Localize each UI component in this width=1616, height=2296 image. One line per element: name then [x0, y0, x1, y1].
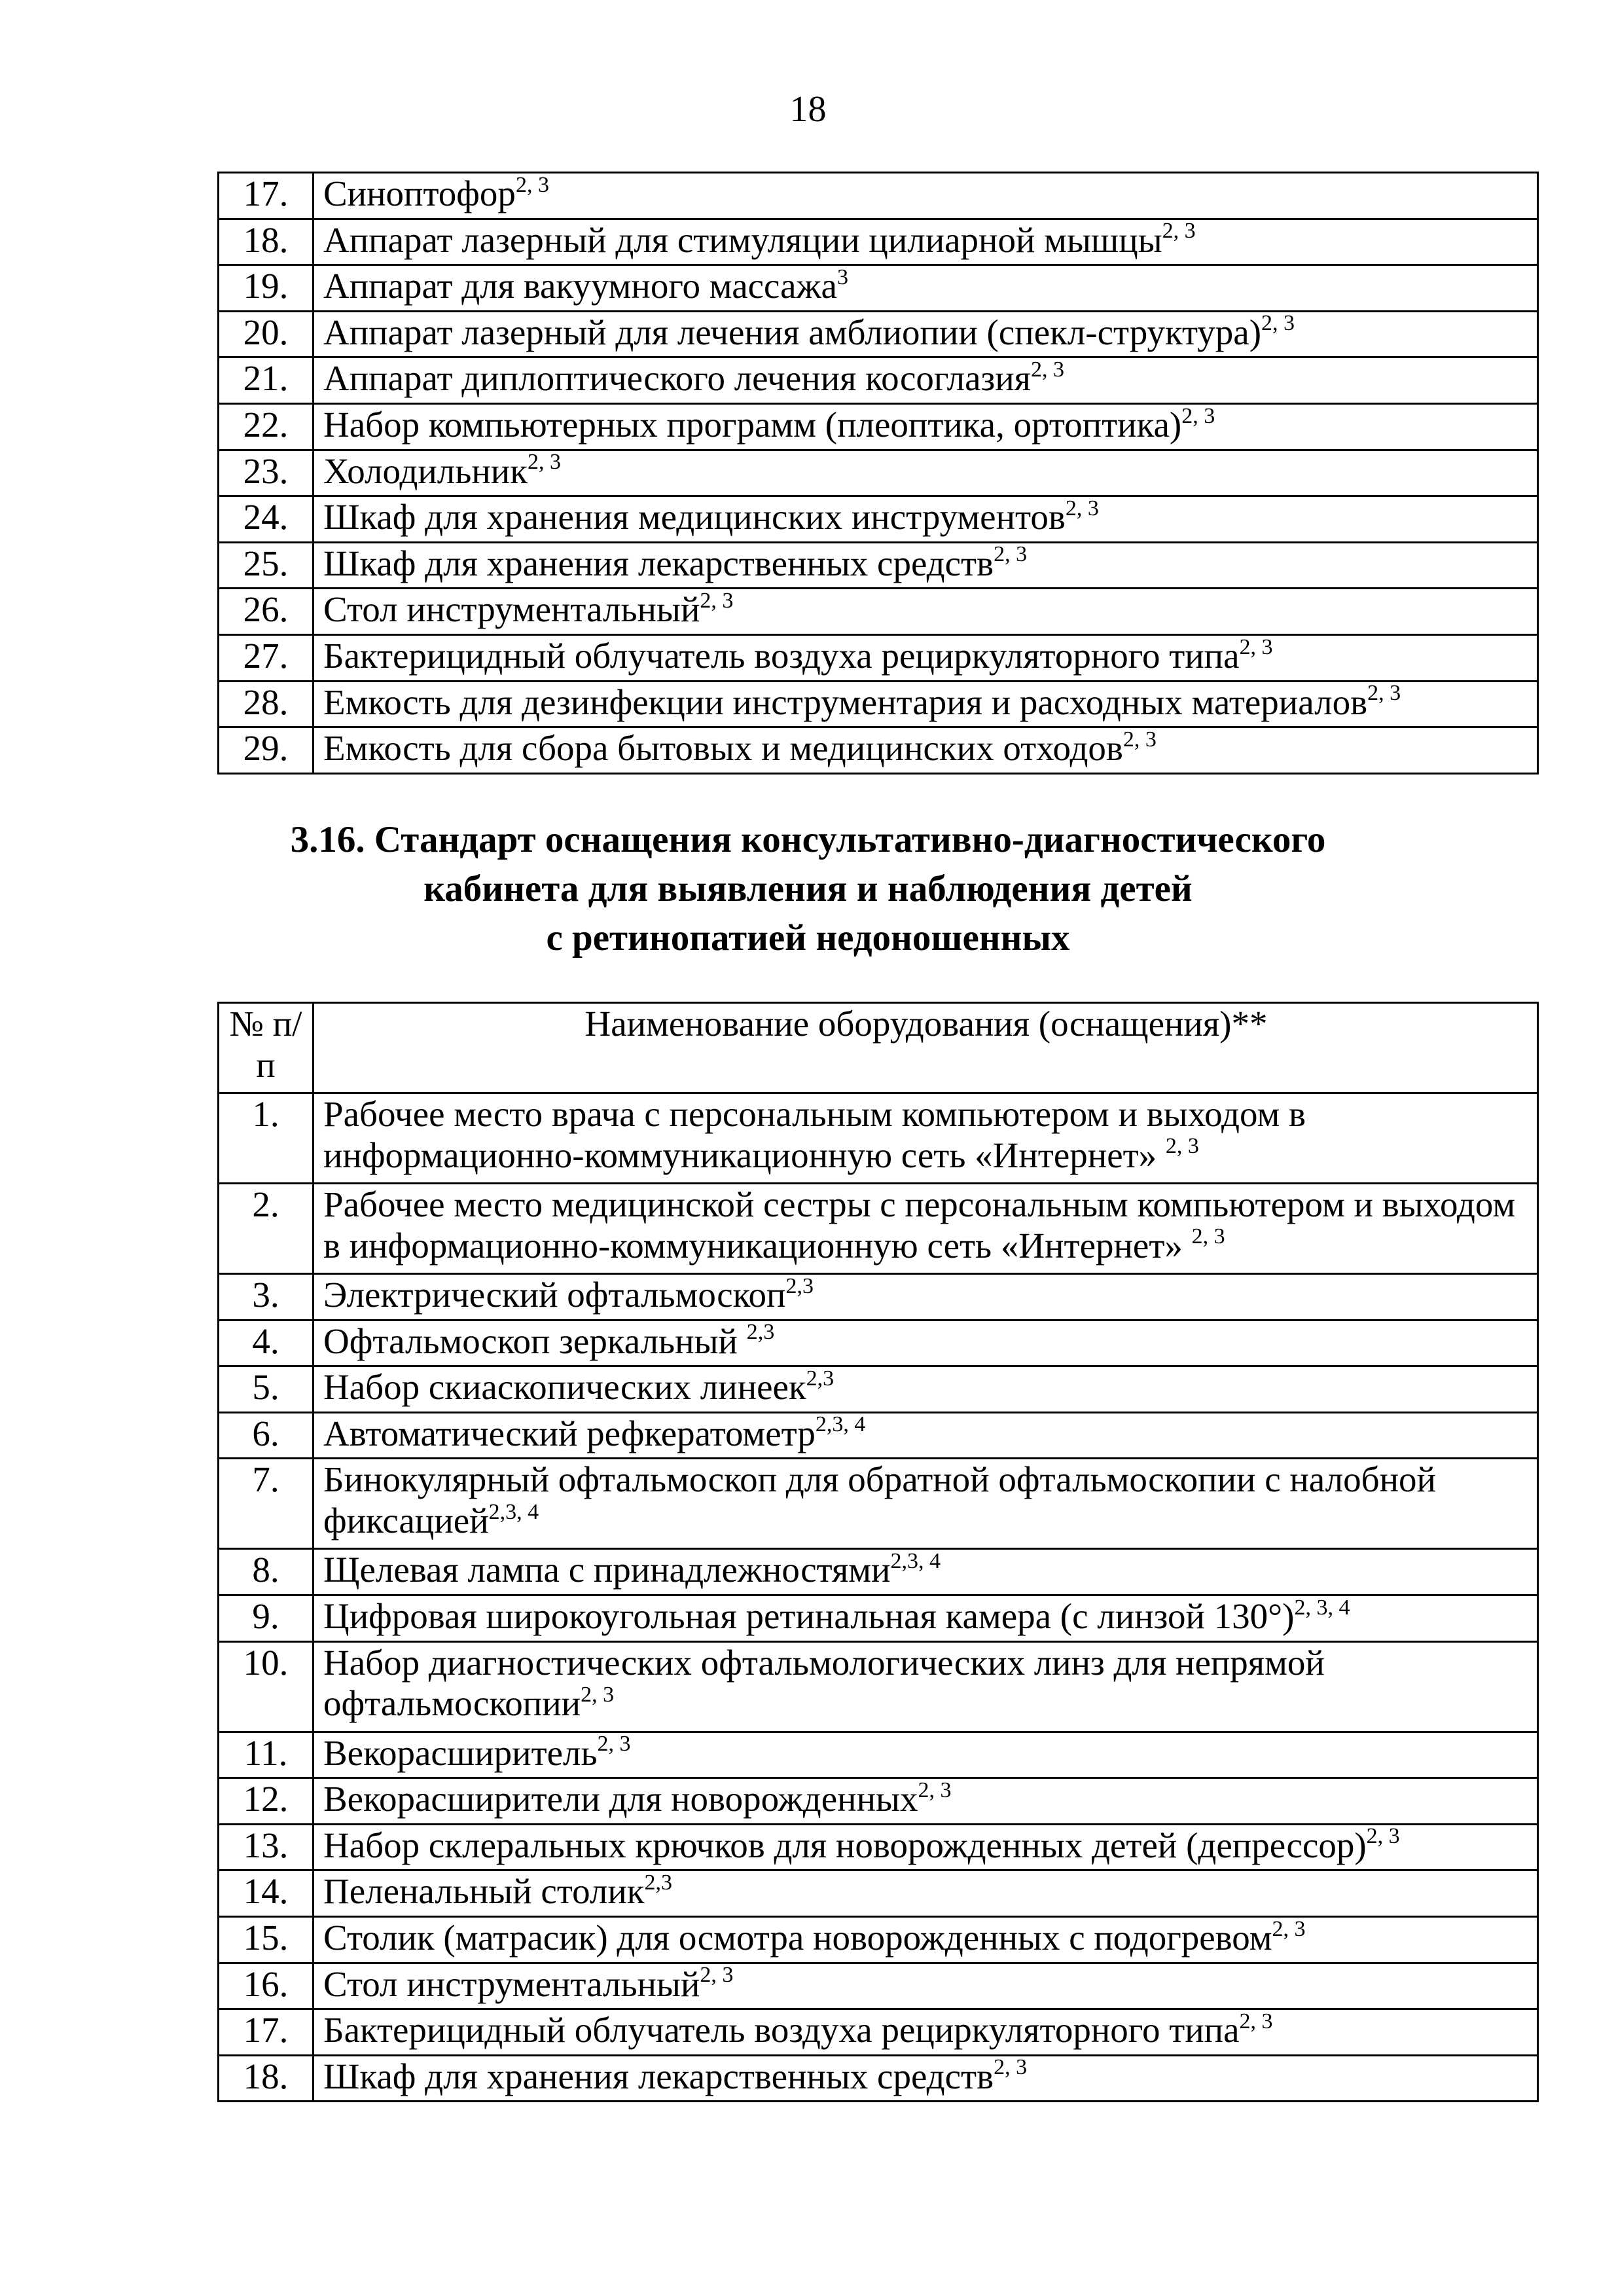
table-row [219, 1732, 1538, 1778]
footnote-ref: 2, 3 [1122, 727, 1157, 752]
row-number: 25. [219, 542, 314, 589]
column-header-name: Наименование оборудования (оснащения)** [314, 1003, 1538, 1093]
row-number: 17. [219, 173, 314, 219]
footnote-ref: 2, 3 [597, 1732, 631, 1757]
equipment-name-text: Шкаф для хранения медицинских инструментов [323, 497, 1066, 538]
table-row [219, 1824, 1538, 1870]
table-row [219, 1184, 1538, 1274]
equipment-name [314, 1412, 1538, 1459]
table-row [219, 681, 1538, 727]
section-title-line: кабинета для выявления и наблюдения детей [423, 868, 1193, 909]
table-row [219, 1641, 1538, 1732]
equipment-name-text: Набор диагностических офтальмологических линз для непрямой офтальмоскопии [323, 1642, 1325, 1724]
equipment-name [314, 1595, 1538, 1641]
footnote-ref: 2, 3 [1181, 403, 1215, 428]
row-number: 18. [219, 2055, 314, 2102]
footnote-ref: 2, 3 [1261, 311, 1295, 336]
row-number: 8. [219, 1549, 314, 1595]
row-number: 26. [219, 589, 314, 635]
equipment-name [314, 357, 1538, 404]
equipment-name-text: Бинокулярный офтальмоскоп для обратной офтальмоскопии с налобной фиксацией [323, 1459, 1436, 1541]
equipment-name-text: Столик (матрасик) для осмотра новорожденных с подогревом [323, 1917, 1272, 1958]
equipment-name-text: Офтальмоскоп зеркальный [323, 1321, 747, 1361]
equipment-name [314, 681, 1538, 727]
footnote-ref: 2, 3 [1272, 1916, 1306, 1941]
equipment-name-text: Цифровая широкоугольная ретинальная камера (с линзой 130°) [323, 1595, 1295, 1636]
table-row [219, 1595, 1538, 1641]
table-row [219, 403, 1538, 450]
equipment-name [314, 265, 1538, 312]
row-number: 2. [219, 1184, 314, 1274]
footnote-ref: 3 [836, 264, 848, 289]
row-number: 22. [219, 403, 314, 450]
equipment-name [314, 589, 1538, 635]
table-row [219, 1916, 1538, 1963]
row-number: 10. [219, 1641, 314, 1732]
footnote-ref: 2, 3 [994, 2055, 1028, 2080]
table-row [219, 542, 1538, 589]
row-number: 27. [219, 634, 314, 681]
equipment-name [314, 1459, 1538, 1549]
equipment-name [314, 173, 1538, 219]
row-number: 9. [219, 1595, 314, 1641]
row-number: 13. [219, 1824, 314, 1870]
equipment-name [314, 727, 1538, 774]
equipment-name-text: Шкаф для хранения лекарственных средств [323, 2056, 994, 2096]
column-header-number: № п/п [219, 1003, 314, 1093]
equipment-name-text: Векорасширитель [323, 1732, 598, 1773]
table-row [219, 1459, 1538, 1549]
equipment-name-text: Набор скиаскопических линеек [323, 1367, 806, 1408]
equipment-name [314, 1778, 1538, 1825]
equipment-name-text: Стол инструментальный [323, 1963, 700, 2004]
equipment-name-text: Набор склеральных крючков для новорожденных детей (депрессор) [323, 1825, 1367, 1865]
equipment-name [314, 1274, 1538, 1321]
row-number: 4. [219, 1320, 314, 1366]
section-title-line: с ретинопатией недоношенных [546, 917, 1070, 958]
row-number: 17. [219, 2009, 314, 2056]
equipment-name [314, 2055, 1538, 2102]
equipment-name-text: Пеленальный столик [323, 1871, 645, 1912]
row-number: 21. [219, 357, 314, 404]
equipment-name-text: Емкость для дезинфекции инструментария и расходных материалов [323, 682, 1368, 722]
equipment-name-text: Набор компьютерных программ (плеоптика, ортоптика) [323, 404, 1182, 445]
table-row [219, 1870, 1538, 1917]
equipment-name [314, 1320, 1538, 1366]
equipment-name [314, 2009, 1538, 2056]
table-row [219, 2055, 1538, 2102]
row-number: 6. [219, 1412, 314, 1459]
table-row [219, 265, 1538, 312]
footnote-ref: 2, 3 [1366, 1824, 1400, 1849]
footnote-ref: 2,3 [644, 1870, 673, 1895]
row-number: 14. [219, 1870, 314, 1917]
footnote-ref: 2, 3 [918, 1777, 952, 1802]
equipment-name [314, 311, 1538, 357]
footnote-ref: 2,3 [785, 1273, 814, 1298]
footnote-ref: 2,3 [746, 1320, 775, 1345]
row-number: 11. [219, 1732, 314, 1778]
table-row [219, 634, 1538, 681]
equipment-name [314, 450, 1538, 496]
equipment-name [314, 1963, 1538, 2009]
equipment-name [314, 1366, 1538, 1413]
footnote-ref: 2, 3 [527, 450, 561, 475]
footnote-ref: 2,3 [806, 1366, 835, 1391]
equipment-name-text: Бактерицидный облучатель воздуха рециркуляторного типа [323, 635, 1240, 676]
footnote-ref: 2, 3 [1162, 219, 1196, 244]
equipment-name [314, 542, 1538, 589]
equipment-name [314, 1916, 1538, 1963]
equipment-name [314, 219, 1538, 265]
table-row [219, 450, 1538, 496]
equipment-name [314, 1870, 1538, 1917]
equipment-name [314, 1184, 1538, 1274]
equipment-name-text: Синоптофор [323, 173, 516, 213]
table-row [219, 2009, 1538, 2056]
footnote-ref: 2, 3 [1239, 2009, 1273, 2033]
table-row [219, 1963, 1538, 2009]
table-row [219, 496, 1538, 543]
row-number: 7. [219, 1459, 314, 1549]
row-number: 12. [219, 1778, 314, 1825]
equipment-name-text: Холодильник [323, 450, 528, 491]
footnote-ref: 2, 3 [515, 172, 549, 197]
table-row [219, 1778, 1538, 1825]
section-title-line: 3.16. Стандарт оснащения консультативно-диагностического [290, 819, 1326, 860]
equipment-name [314, 403, 1538, 450]
table-row [219, 311, 1538, 357]
table-row [219, 1320, 1538, 1366]
row-number: 23. [219, 450, 314, 496]
equipment-name [314, 496, 1538, 543]
footnote-ref: 2, 3 [1367, 681, 1401, 706]
equipment-name-text: Рабочее место медицинской сестры с персональным компьютером и выходом в информационно-коммуникационную сеть «Интернет» [323, 1184, 1516, 1266]
table-row [219, 1093, 1538, 1184]
equipment-name-text: Бактерицидный облучатель воздуха рециркуляторного типа [323, 2010, 1240, 2050]
equipment-name-text: Электрический офтальмоскоп [323, 1275, 786, 1315]
footnote-ref: 2, 3 [1065, 496, 1099, 520]
equipment-name [314, 1549, 1538, 1595]
table-row [219, 589, 1538, 635]
footnote-ref: 2,3, 4 [488, 1499, 539, 1524]
table-header-row [219, 1003, 1538, 1093]
footnote-ref: 2, 3 [1030, 357, 1064, 382]
table-row [219, 1366, 1538, 1413]
table-row [219, 727, 1538, 774]
equipment-name [314, 1093, 1538, 1184]
footnote-ref: 2, 3 [700, 1963, 734, 1988]
equipment-name-text: Аппарат лазерный для лечения амблиопии (спекл-структура) [323, 312, 1262, 352]
equipment-name-text: Автоматический рефкератометр [323, 1413, 816, 1453]
footnote-ref: 2, 3, 4 [1294, 1595, 1350, 1620]
row-number: 1. [219, 1093, 314, 1184]
row-number: 16. [219, 1963, 314, 2009]
section-title [0, 815, 1616, 962]
footnote-ref: 2,3, 4 [815, 1412, 866, 1437]
equipment-name-text: Емкость для сбора бытовых и медицинских отходов [323, 728, 1123, 769]
equipment-table-continued [217, 172, 1539, 774]
footnote-ref: 2, 3 [700, 589, 734, 613]
equipment-name [314, 1824, 1538, 1870]
footnote-ref: 2, 3 [581, 1682, 615, 1707]
row-number: 28. [219, 681, 314, 727]
equipment-name [314, 1641, 1538, 1732]
table-row [219, 1274, 1538, 1321]
row-number: 15. [219, 1916, 314, 1963]
row-number: 18. [219, 219, 314, 265]
equipment-name [314, 634, 1538, 681]
row-number: 5. [219, 1366, 314, 1413]
footnote-ref: 2, 3 [1191, 1224, 1225, 1249]
equipment-name-text: Аппарат диплоптического лечения косоглазия [323, 358, 1031, 399]
footnote-ref: 2, 3 [994, 542, 1028, 567]
row-number: 24. [219, 496, 314, 543]
equipment-name-text: Аппарат для вакуумного массажа [323, 266, 837, 306]
equipment-table [217, 1002, 1539, 2102]
footnote-ref: 2, 3 [1239, 634, 1273, 659]
row-number: 29. [219, 727, 314, 774]
table-row [219, 1412, 1538, 1459]
equipment-name-text: Щелевая лампа с принадлежностями [323, 1550, 891, 1590]
equipment-name-text: Векорасширители для новорожденных [323, 1779, 918, 1819]
equipment-name-text: Стол инструментальный [323, 589, 700, 630]
equipment-name-text: Шкаф для хранения лекарственных средств [323, 543, 994, 583]
table-row [219, 1549, 1538, 1595]
table-row [219, 357, 1538, 404]
row-number: 19. [219, 265, 314, 312]
equipment-name-text: Аппарат лазерный для стимуляции цилиарной мышцы [323, 219, 1162, 260]
table-row [219, 219, 1538, 265]
footnote-ref: 2,3, 4 [890, 1549, 941, 1574]
table-row [219, 173, 1538, 219]
row-number: 20. [219, 311, 314, 357]
footnote-ref: 2, 3 [1165, 1134, 1199, 1159]
equipment-name-text: Рабочее место врача с персональным компьютером и выходом в информационно-коммуникационную сеть «Интернет» [323, 1094, 1306, 1175]
row-number: 3. [219, 1274, 314, 1321]
page-number: 18 [789, 89, 827, 130]
equipment-name [314, 1732, 1538, 1778]
